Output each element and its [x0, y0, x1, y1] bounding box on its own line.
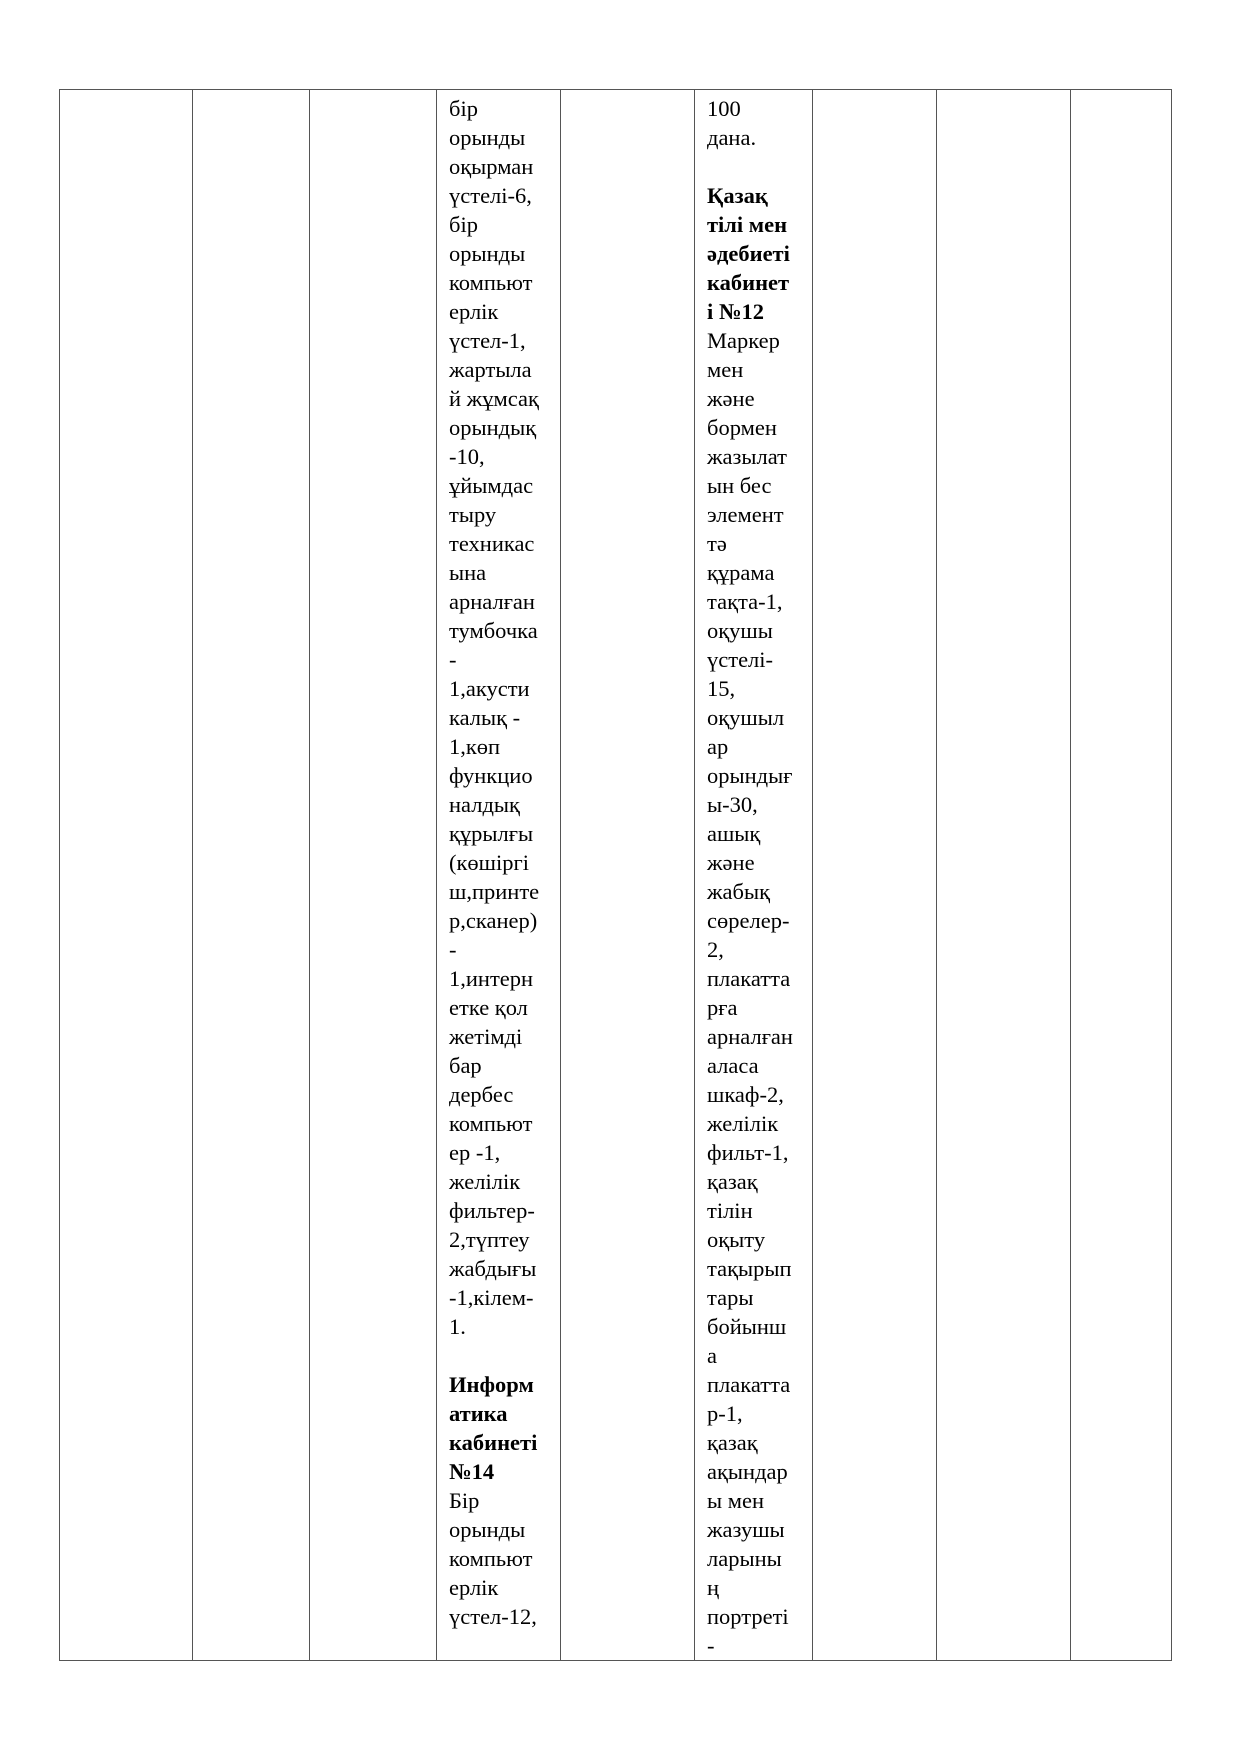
- cell-text-line: жабдығы: [449, 1256, 537, 1281]
- cell-heading-line: тілі мен: [707, 212, 788, 237]
- cell-text-line: тә: [707, 531, 727, 556]
- cell-text-line: ң: [707, 1575, 720, 1600]
- cell-text-line: элемент: [707, 502, 784, 527]
- cell-text-line: ш,принте: [449, 879, 540, 904]
- cell-text-line: тақта-1,: [707, 589, 783, 614]
- cell-text-line: -10,: [449, 444, 485, 469]
- cell-text-line: фильт-1,: [707, 1140, 789, 1165]
- cell-text-line: желілік: [449, 1169, 521, 1194]
- cell-text-line: үстелі-: [707, 647, 774, 672]
- cell-text-line: Бір: [449, 1488, 480, 1513]
- cell-text-line: -: [449, 937, 457, 962]
- cell-text-line: калық -: [449, 705, 521, 730]
- cell-text-line: рға: [707, 995, 738, 1020]
- cell-text-line: оқушы: [707, 618, 773, 643]
- cell-heading-line: №14: [449, 1459, 495, 1484]
- equipment-list-col-4: [437, 90, 560, 1631]
- cell-text-line: дана.: [707, 125, 757, 150]
- cell-text-line: тілін: [707, 1198, 753, 1223]
- cell-text-line: 2,: [707, 937, 724, 962]
- cell-heading-line: Информ: [449, 1372, 534, 1397]
- cell-heading-line: Қазақ: [707, 183, 768, 208]
- cell-text-line: жазушы: [707, 1517, 785, 1542]
- cell-text-line: ашық: [707, 821, 761, 846]
- cell-text-line: тыру: [449, 502, 497, 527]
- cell-text-line: оқыту: [707, 1227, 766, 1252]
- cell-text-line: -: [449, 647, 457, 672]
- table-cell-col-6: [695, 90, 813, 1661]
- cell-text-line: а: [707, 1343, 717, 1368]
- cell-text-line: бір: [449, 212, 478, 237]
- cell-text-line: қазақ: [707, 1430, 758, 1455]
- cell-text-line: ына: [449, 560, 487, 585]
- cell-heading-line: кабинеті: [449, 1430, 538, 1455]
- cell-text-line: фильтер-: [449, 1198, 535, 1223]
- cell-text-line: құрылғы: [449, 821, 534, 846]
- cell-text-line: портреті: [707, 1604, 789, 1629]
- cell-text-line: орындық: [449, 415, 537, 440]
- cell-text-line: жартыла: [449, 357, 532, 382]
- cell-text-line: [707, 152, 812, 181]
- cell-text-line: дербес: [449, 1082, 514, 1107]
- cell-text-line: оқырман: [449, 154, 534, 179]
- cell-text-line: етке қол: [449, 995, 528, 1020]
- cell-text-line: 1,интерн: [449, 966, 534, 991]
- cell-text-line: тақырып: [707, 1256, 792, 1281]
- table-cell-col-3: [310, 90, 437, 1661]
- document-table: [59, 89, 1172, 1661]
- cell-heading-line: атика: [449, 1401, 508, 1426]
- cell-heading-line: кабинет: [707, 270, 790, 295]
- cell-text-line: оқушыл: [707, 705, 785, 730]
- cell-text-line: жетімді: [449, 1024, 523, 1049]
- cell-text-line: бір: [449, 96, 478, 121]
- cell-text-line: плакатта: [707, 966, 791, 991]
- cell-text-line: жабық: [707, 879, 771, 904]
- cell-text-line: техникас: [449, 531, 535, 556]
- cell-text-line: бормен: [707, 415, 777, 440]
- cell-text-line: ер -1,: [449, 1140, 501, 1165]
- cell-text-line: үстел-12,: [449, 1604, 537, 1629]
- cell-text-line: компьют: [449, 1546, 533, 1571]
- cell-text-line: орынды: [449, 241, 526, 266]
- cell-text-line: мен: [707, 357, 744, 382]
- cell-text-line: ы-30,: [707, 792, 758, 817]
- cell-text-line: [449, 1341, 560, 1370]
- cell-text-line: 15,: [707, 676, 736, 701]
- cell-text-line: компьют: [449, 1111, 533, 1136]
- cell-text-line: 100: [707, 96, 741, 121]
- cell-text-line: шкаф-2,: [707, 1082, 784, 1107]
- cell-text-line: 1,көп: [449, 734, 501, 759]
- cell-text-line: -1,кілем-: [449, 1285, 534, 1310]
- cell-text-line: тумбочка: [449, 618, 538, 643]
- table-cell-col-1: [60, 90, 193, 1661]
- cell-text-line: қазақ: [707, 1169, 758, 1194]
- cell-text-line: р,сканер): [449, 908, 538, 933]
- cell-text-line: -: [707, 1633, 715, 1658]
- table-row: [60, 90, 1172, 1661]
- equipment-list-col-6: [695, 90, 812, 1660]
- cell-text-line: 2,түптеу: [449, 1227, 530, 1252]
- cell-text-line: орынды: [449, 1517, 526, 1542]
- cell-text-line: желілік: [707, 1111, 779, 1136]
- cell-text-line: үстел-1,: [449, 328, 526, 353]
- cell-text-line: сөрелер-: [707, 908, 790, 933]
- cell-text-line: налдық: [449, 792, 520, 817]
- table-cell-col-8: [937, 90, 1071, 1661]
- cell-text-line: 1,акусти: [449, 676, 530, 701]
- cell-text-line: функцио: [449, 763, 533, 788]
- cell-text-line: ерлік: [449, 299, 499, 324]
- table-cell-col-2: [193, 90, 310, 1661]
- cell-text-line: орындығ: [707, 763, 793, 788]
- cell-text-line: тары: [707, 1285, 754, 1310]
- cell-text-line: үстелі-6,: [449, 183, 532, 208]
- cell-heading-line: әдебиеті: [707, 241, 790, 266]
- cell-text-line: й жұмсақ: [449, 386, 539, 411]
- cell-text-line: құрама: [707, 560, 775, 585]
- cell-text-line: бойынш: [707, 1314, 787, 1339]
- cell-text-line: ы мен: [707, 1488, 765, 1513]
- cell-text-line: және: [707, 386, 755, 411]
- cell-text-line: плакатта: [707, 1372, 791, 1397]
- table-cell-col-9: [1071, 90, 1172, 1661]
- cell-text-line: ар: [707, 734, 729, 759]
- cell-text-line: Маркер: [707, 328, 780, 353]
- table-cell-col-5: [561, 90, 695, 1661]
- cell-text-line: ерлік: [449, 1575, 499, 1600]
- cell-text-line: ұйымдас: [449, 473, 534, 498]
- cell-text-line: бар: [449, 1053, 482, 1078]
- cell-text-line: және: [707, 850, 755, 875]
- cell-text-line: ақындар: [707, 1459, 788, 1484]
- cell-heading-line: і №12: [707, 299, 764, 324]
- cell-text-line: ын бес: [707, 473, 772, 498]
- cell-text-line: орынды: [449, 125, 526, 150]
- cell-text-line: 1.: [449, 1314, 466, 1339]
- cell-text-line: р-1,: [707, 1401, 743, 1426]
- cell-text-line: арналған: [449, 589, 535, 614]
- cell-text-line: жазылат: [707, 444, 788, 469]
- table-cell-col-4: [437, 90, 561, 1661]
- cell-text-line: ларыны: [707, 1546, 782, 1571]
- cell-text-line: компьют: [449, 270, 533, 295]
- cell-text-line: (көшіргі: [449, 850, 529, 875]
- cell-text-line: арналған: [707, 1024, 793, 1049]
- table-cell-col-7: [813, 90, 937, 1661]
- cell-text-line: аласа: [707, 1053, 759, 1078]
